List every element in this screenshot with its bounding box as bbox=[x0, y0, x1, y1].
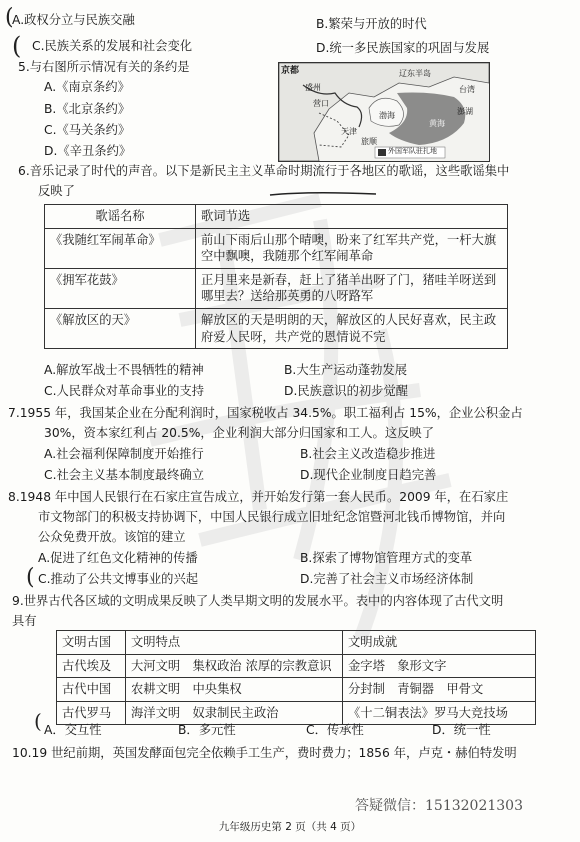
q4-option-b: B.繁荣与开放的时代 bbox=[316, 17, 427, 31]
map-label: 营口 bbox=[313, 99, 329, 108]
q7-stem: 7.1955 年，我国某企业在分配利润时，国家税收占 34.5%。职工福利占 15%，企业公积金占 bbox=[8, 406, 523, 420]
handwritten-mark: ( bbox=[5, 5, 14, 30]
q9-option-a: A．交互性 bbox=[44, 723, 102, 737]
q4-option-a: A.政权分立与民族交融 bbox=[12, 13, 135, 27]
song-name: 《解放区的天》 bbox=[45, 308, 196, 348]
map-label: 天津 bbox=[341, 127, 357, 136]
q8-option-d: D.完善了社会主义市场经济体制 bbox=[300, 572, 474, 586]
song-name: 《我随红军闹革命》 bbox=[45, 228, 196, 268]
map-label: 渤海 bbox=[379, 111, 395, 120]
q7-option-c: C.社会主义基本制度最终确立 bbox=[44, 468, 205, 482]
map-label: 台湾 bbox=[459, 85, 475, 94]
country-cell: 古代罗马 bbox=[57, 701, 126, 725]
q5-option-b: B.《北京条约》 bbox=[44, 102, 131, 116]
q7-option-a: A.社会福利保障制度开始推行 bbox=[44, 447, 204, 461]
q9-option-d: D．统一性 bbox=[432, 723, 491, 737]
q10-stem: 10.19 世纪前期，英国发酵面包完全依赖手工生产，费时费力；1856 年，卢克・赫伯特发明 bbox=[12, 746, 517, 760]
q8-stem: 市文物部门的积极支持协调下，中国人民银行成立旧址纪念馆暨河北钱币博物馆，并向 bbox=[38, 510, 506, 524]
map-label: 辽东半岛 bbox=[399, 69, 431, 78]
q9-option-b: B．多元性 bbox=[178, 723, 236, 737]
q8-option-b: B.探索了博物馆管理方式的变革 bbox=[300, 551, 473, 565]
q7-option-d: D.现代企业制度日趋完善 bbox=[300, 468, 437, 482]
table-row bbox=[45, 228, 508, 268]
song-lyrics: 哪里去？送给那英勇的八呀路军 bbox=[201, 289, 374, 304]
page-footer: 九年级历史第 2 页（共 4 页） bbox=[218, 821, 362, 833]
song-lyrics: 正月里来是新春，赶上了猪羊出呀了门，猪哇羊呀送到 bbox=[201, 272, 497, 287]
table-row bbox=[45, 308, 508, 348]
trait-cell: 农耕文明 中央集权 bbox=[126, 678, 343, 702]
handwritten-mark: ( bbox=[12, 32, 22, 60]
song-lyrics: 解放区的天是明朗的天，解放区的人民好喜欢，民主政 bbox=[201, 312, 497, 327]
q9-stem: 具有 bbox=[12, 614, 37, 628]
map-label: 旅顺 bbox=[361, 137, 377, 146]
table-header: 歌词节选 bbox=[196, 205, 508, 229]
achievement-cell: 分封制 青铜器 甲骨文 bbox=[343, 678, 536, 702]
q4-option-d: D.统一多民族国家的巩固与发展 bbox=[316, 41, 490, 55]
q5-option-c: C.《马关条约》 bbox=[44, 123, 131, 137]
q8-option-a: A.促进了红色文化精神的传播 bbox=[38, 551, 198, 565]
q5-option-a: A.《南京条约》 bbox=[44, 80, 130, 94]
table-header: 歌谣名称 bbox=[45, 205, 196, 229]
table-header: 文明古国 bbox=[57, 631, 126, 655]
achievement-cell: 《十二铜表法》罗马大竞技场 bbox=[343, 701, 536, 725]
q6-stem: 6.音乐记录了时代的声音。以下是新民主主义革命时期流行于各地区的歌谣，这些歌谣集中 bbox=[18, 164, 510, 178]
table-header: 文明特点 bbox=[126, 631, 343, 655]
handwritten-mark: ( bbox=[34, 709, 42, 733]
table-row bbox=[45, 268, 508, 308]
song-lyrics: 府爱人民呀，共产党的恩情说不完 bbox=[201, 329, 386, 344]
q9-stem: 9.世界古代各区域的文明成果反映了人类早期文明的发展水平。表中的内容体现了古代文明 bbox=[12, 594, 504, 608]
handwritten-mark: ( bbox=[26, 565, 35, 590]
achievement-cell: 金字塔 象形文字 bbox=[343, 654, 536, 678]
q6-stem: 反映了 bbox=[38, 184, 75, 198]
trait-cell: 大河文明 集权政治 浓厚的宗教意识 bbox=[126, 654, 343, 678]
song-lyrics: 前山下雨后山那个晴噢，盼来了红军共产党，一杆大旗 bbox=[201, 232, 497, 247]
contact-info: 答疑微信：15132021303 bbox=[355, 798, 523, 814]
table-row bbox=[57, 654, 536, 678]
q7-stem: 30%，资本家红利占 20.5%，企业利润大部分归国家和工人。这反映了 bbox=[44, 426, 435, 440]
country-cell: 古代埃及 bbox=[57, 654, 126, 678]
map-label: 澎湖 bbox=[457, 107, 473, 116]
song-lyrics: 空中飘噢，我随那个红军闹革命 bbox=[201, 249, 374, 264]
q7-option-b: B.社会主义改造稳步推进 bbox=[300, 447, 436, 461]
trait-cell: 海洋文明 奴隶制民主政治 bbox=[126, 701, 343, 725]
q6-option-a: A.解放军战士不畏牺牲的精神 bbox=[44, 363, 204, 377]
country-cell: 古代中国 bbox=[57, 678, 126, 702]
map-label: 黄海 bbox=[429, 119, 445, 128]
table-row bbox=[57, 678, 536, 702]
q5-option-d: D.《辛丑条约》 bbox=[44, 144, 132, 158]
map-legend-label: 外国军队驻扎地 bbox=[388, 147, 437, 155]
civilizations-table bbox=[56, 630, 536, 725]
q6-option-c: C.人民群众对革命事业的支持 bbox=[44, 384, 205, 398]
q8-stem: 8.1948 年中国人民银行在石家庄宣告成立，并开始发行第一套人民币。2009 年，在石家庄 bbox=[8, 490, 509, 504]
q6-option-b: B.大生产运动蓬勃发展 bbox=[284, 363, 408, 377]
handwritten-underline bbox=[268, 190, 378, 198]
songs-table bbox=[44, 204, 508, 349]
song-name: 《拥军花鼓》 bbox=[45, 268, 196, 308]
table-header: 文明成就 bbox=[343, 631, 536, 655]
historical-map bbox=[278, 62, 490, 162]
map-label: 盛州 bbox=[305, 83, 321, 92]
q4-option-c: C.民族关系的发展和社会变化 bbox=[32, 39, 193, 53]
map-label: 京都 bbox=[281, 66, 300, 76]
q8-option-c: C.推动了公共文博事业的兴起 bbox=[38, 572, 199, 586]
q6-option-d: D.民族意识的初步觉醒 bbox=[284, 384, 409, 398]
q5-stem: 5.与右图所示情况有关的条约是 bbox=[18, 60, 190, 74]
q9-option-c: C．传承性 bbox=[306, 723, 364, 737]
q8-stem: 公众免费开放。该馆的建立 bbox=[38, 530, 186, 544]
